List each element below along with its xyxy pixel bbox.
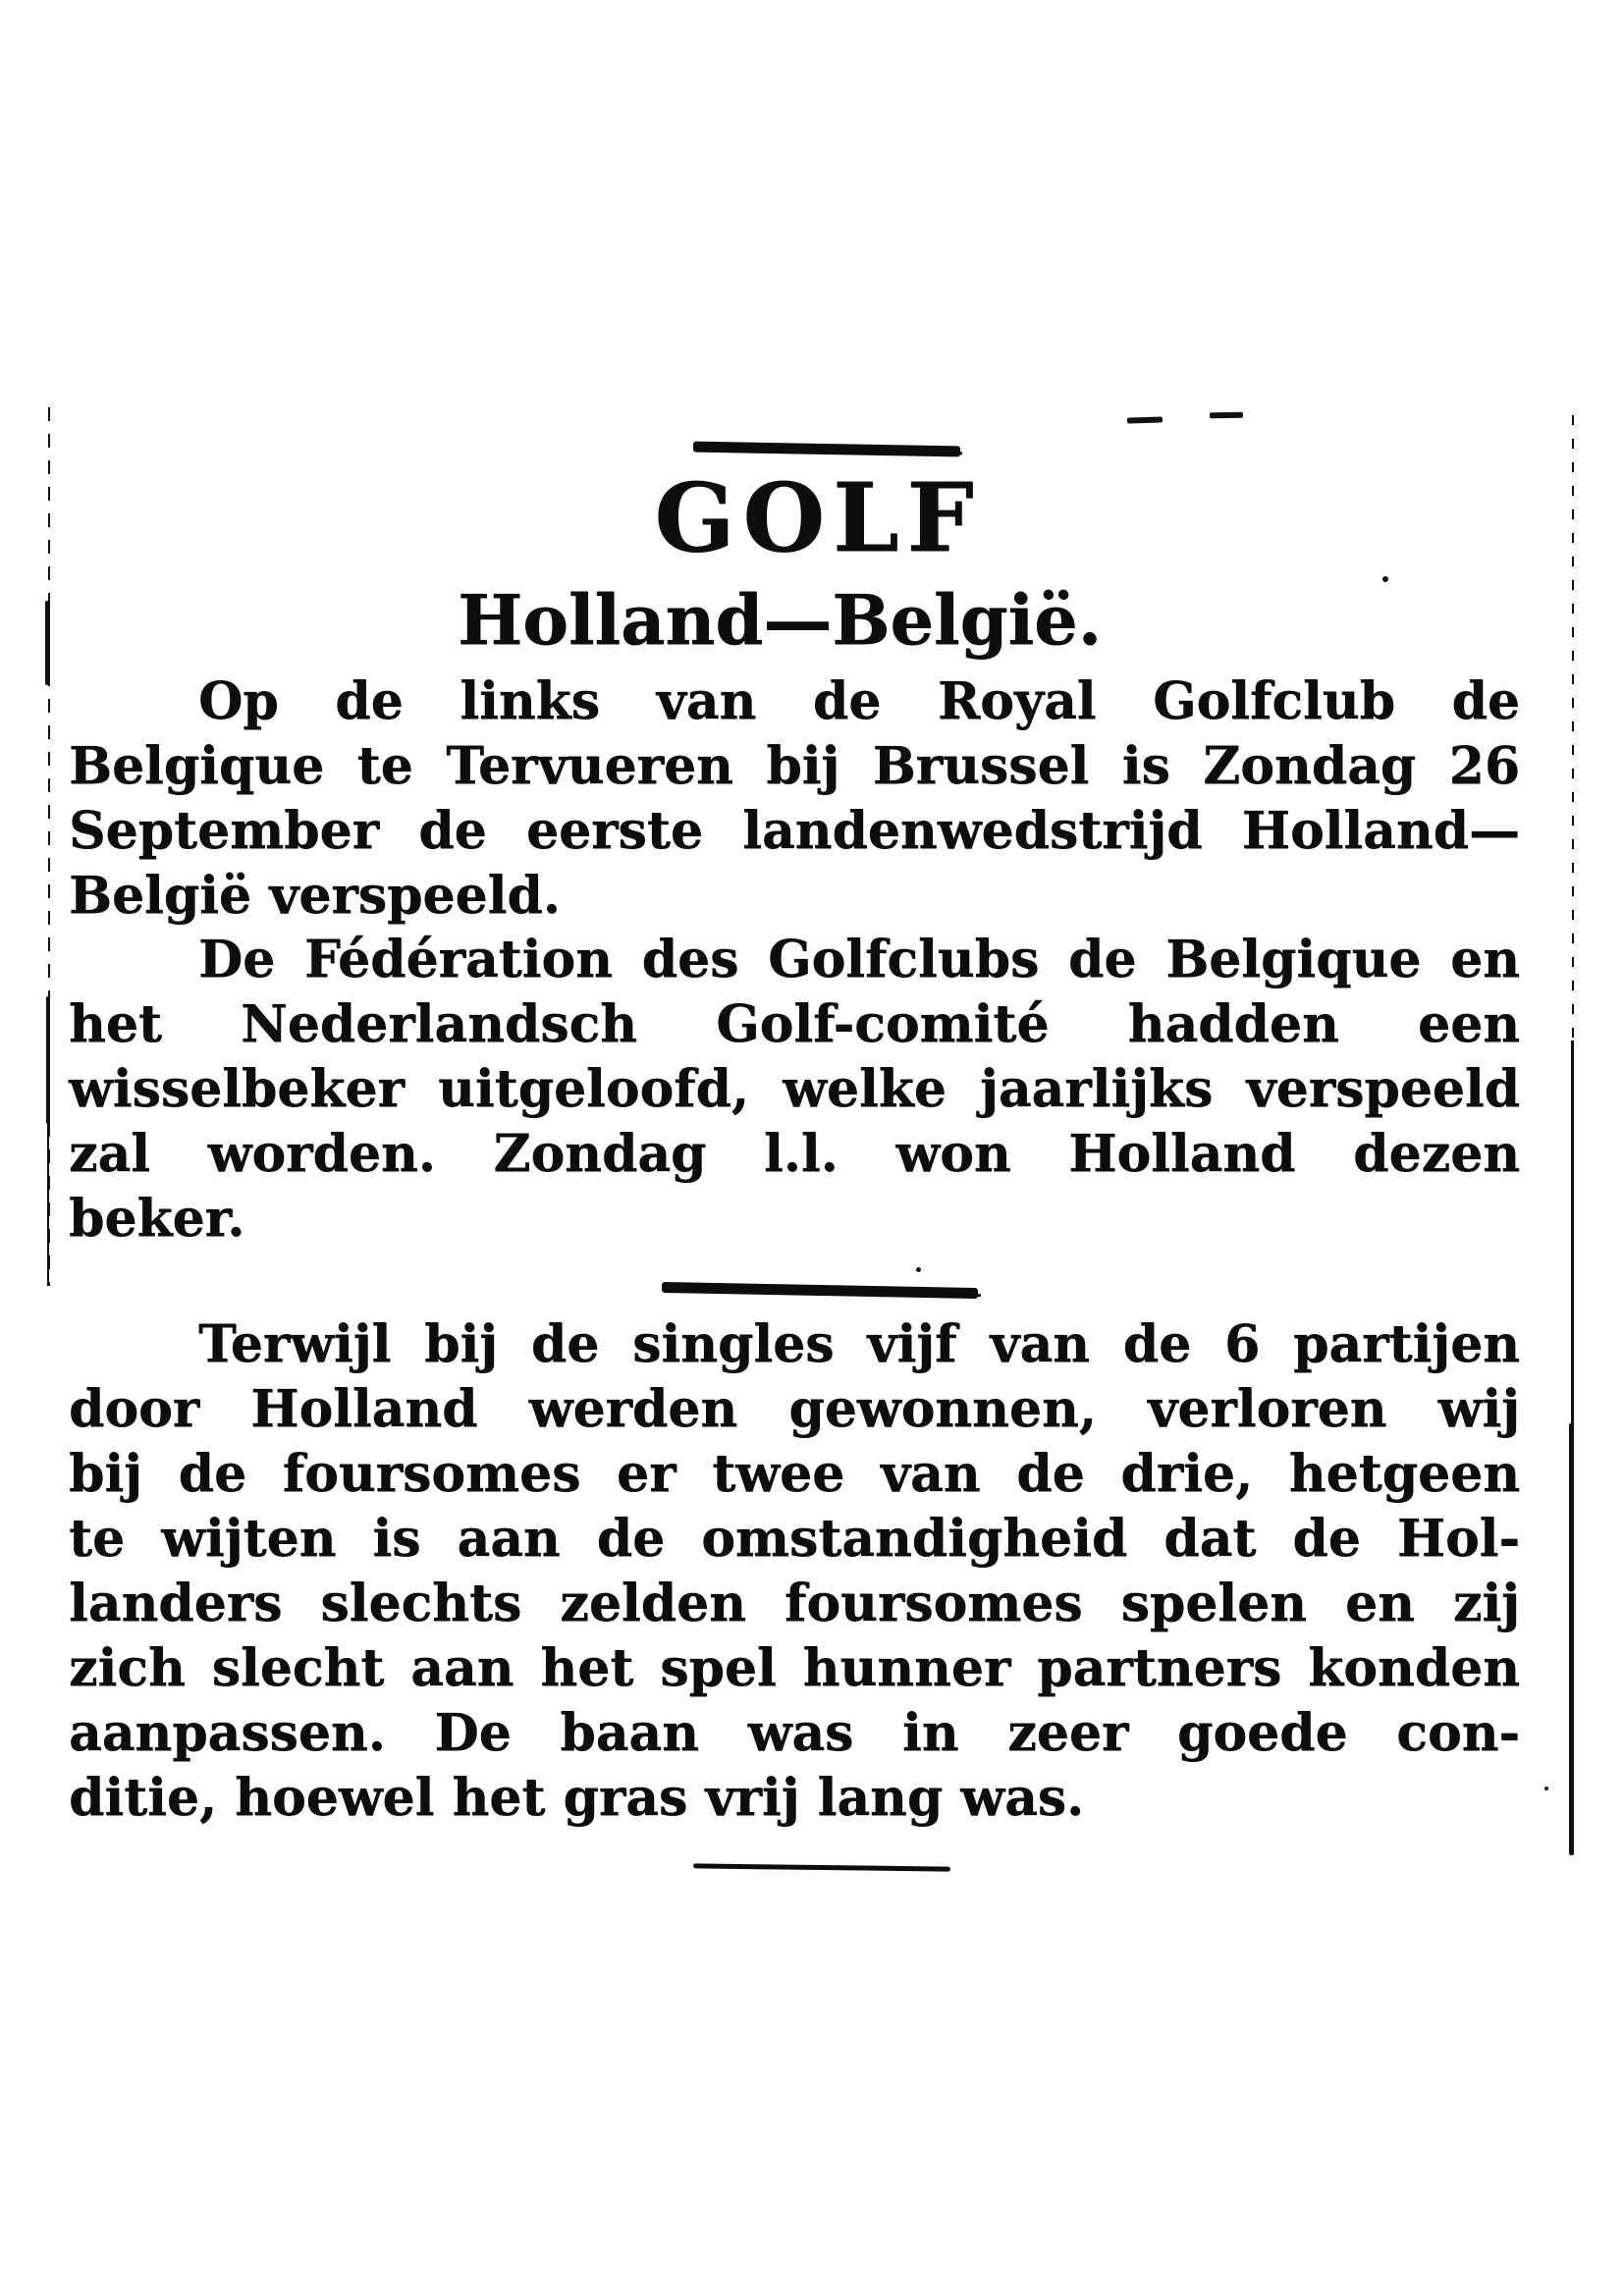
- ink-speck: [1544, 1787, 1548, 1790]
- text-line: te wijten is aan de omstandigheid dat de Hol-: [69, 1509, 1520, 1569]
- section-divider-bottom: [693, 1863, 950, 1871]
- paragraph-1: [69, 669, 1520, 929]
- scan-dash-artifact: [1210, 412, 1243, 419]
- text-line: het Nederlandsch Golf-comité hadden een: [69, 994, 1520, 1054]
- text-line: landers slechts zelden foursomes spelen en zij: [69, 1574, 1520, 1633]
- text-line: door Holland werden gewonnen, verloren wij: [69, 1379, 1520, 1439]
- text-line: wisselbeker uitgeloofd, welke jaarlijks verspeeld: [69, 1059, 1520, 1119]
- paragraph-3: [69, 1312, 1520, 1831]
- text-line: aanpassen. De baan was in zeer goede con-: [69, 1703, 1520, 1763]
- text-line: ditie, hoewel het gras vrij lang was.: [69, 1768, 1085, 1828]
- text-line: Belgique te Tervueren bij Brussel is Zondag 26: [69, 736, 1520, 796]
- text-line: België verspeeld.: [69, 866, 561, 926]
- ink-speck: [916, 1267, 921, 1272]
- text-line: zal worden. Zondag l.l. won Holland dezen: [69, 1124, 1520, 1184]
- text-line: zich slecht aan het spel hunner partners konden: [69, 1638, 1520, 1698]
- text-line: De Fédération des Golfclubs de Belgique en: [198, 930, 1520, 989]
- text-line: bij de foursomes er twee van de drie, hetgeen: [69, 1444, 1520, 1504]
- right-column-rule: [1571, 1041, 1574, 1428]
- text-line: Op de links van de Royal Golfclub de: [198, 671, 1520, 731]
- right-column-rule: [1569, 1423, 1574, 1855]
- left-margin-rule-solid: [47, 1124, 49, 1286]
- text-line: Terwijl bij de singles vijf van de 6 partijen: [198, 1314, 1520, 1374]
- scan-dash-artifact: [1127, 416, 1163, 423]
- section-divider-top: [693, 442, 960, 457]
- text-line: beker.: [69, 1189, 245, 1249]
- left-margin-rule-blob: [46, 996, 50, 1124]
- section-divider-middle: [662, 1282, 978, 1299]
- text-line: September de eerste landenwedstrijd Holland—: [69, 801, 1520, 861]
- article-subtitle: Holland—België.: [458, 579, 1102, 661]
- article-title: GOLF: [654, 462, 982, 573]
- paragraph-2: [69, 928, 1520, 1252]
- left-margin-rule-blob: [45, 601, 50, 685]
- right-column-rule: [1572, 415, 1574, 1043]
